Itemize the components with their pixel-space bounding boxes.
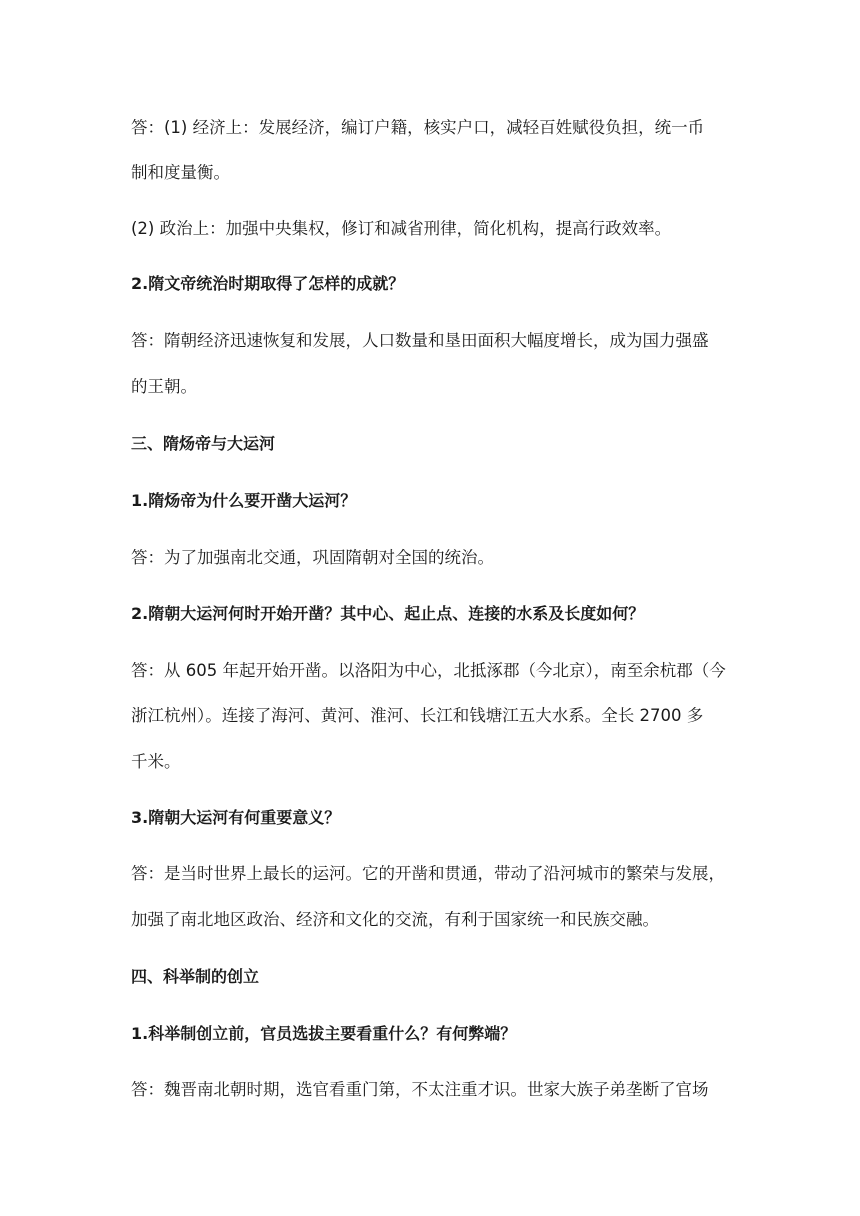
answer-canal-purpose-line: 答：为了加强南北交通，巩固隋朝对全国的统治。 bbox=[131, 548, 494, 567]
answer-achievement-line-2: 的王朝。 bbox=[131, 377, 197, 396]
answer-canal-significance-line-2: 加强了南北地区政治、经济和文化的交流，有利于国家统一和民族交融。 bbox=[131, 910, 659, 929]
answer-economy-line-2: 制和度量衡。 bbox=[131, 163, 230, 182]
answer-canal-details-line-1: 答：从 605 年起开始开凿。以洛阳为中心，北抵涿郡（今北京），南至余杭郡（今 bbox=[131, 661, 726, 680]
answer-canal-details-line-2: 浙江杭州）。连接了海河、黄河、淮河、长江和钱塘江五大水系。全长 2700 多 bbox=[131, 706, 704, 725]
question-heading: 2.隋文帝统治时期取得了怎样的成就？ bbox=[131, 274, 405, 293]
section-heading: 四、科举制的创立 bbox=[131, 967, 260, 986]
answer-economy-line-1: 答：(1) 经济上：发展经济，编订户籍，核实户口，减轻百姓赋役负担，统一币 bbox=[131, 118, 705, 137]
section-heading: 三、隋炀帝与大运河 bbox=[131, 434, 276, 453]
answer-canal-significance-line-1: 答：是当时世界上最长的运河。它的开凿和贯通，带动了沿河城市的繁荣与发展， bbox=[131, 864, 725, 883]
question-heading: 1.隋炀帝为什么要开凿大运河？ bbox=[131, 491, 357, 510]
answer-canal-details-line-3: 千米。 bbox=[131, 752, 181, 771]
answer-politics-line: (2) 政治上：加强中央集权，修订和减省刑律，简化机构，提高行政效率。 bbox=[131, 219, 672, 238]
question-heading: 2.隋朝大运河何时开始开凿？其中心、起止点、连接的水系及长度如何？ bbox=[131, 604, 645, 623]
answer-exam-system-line-1: 答：魏晋南北朝时期，选官看重门第，不太注重才识。世家大族子弟垄断了官场 bbox=[131, 1080, 709, 1099]
question-heading: 1.科举制创立前，官员选拔主要看重什么？有何弊端？ bbox=[131, 1024, 517, 1043]
question-heading: 3.隋朝大运河有何重要意义？ bbox=[131, 808, 341, 827]
answer-achievement-line-1: 答：隋朝经济迅速恢复和发展，人口数量和垦田面积大幅度增长，成为国力强盛 bbox=[131, 331, 709, 350]
